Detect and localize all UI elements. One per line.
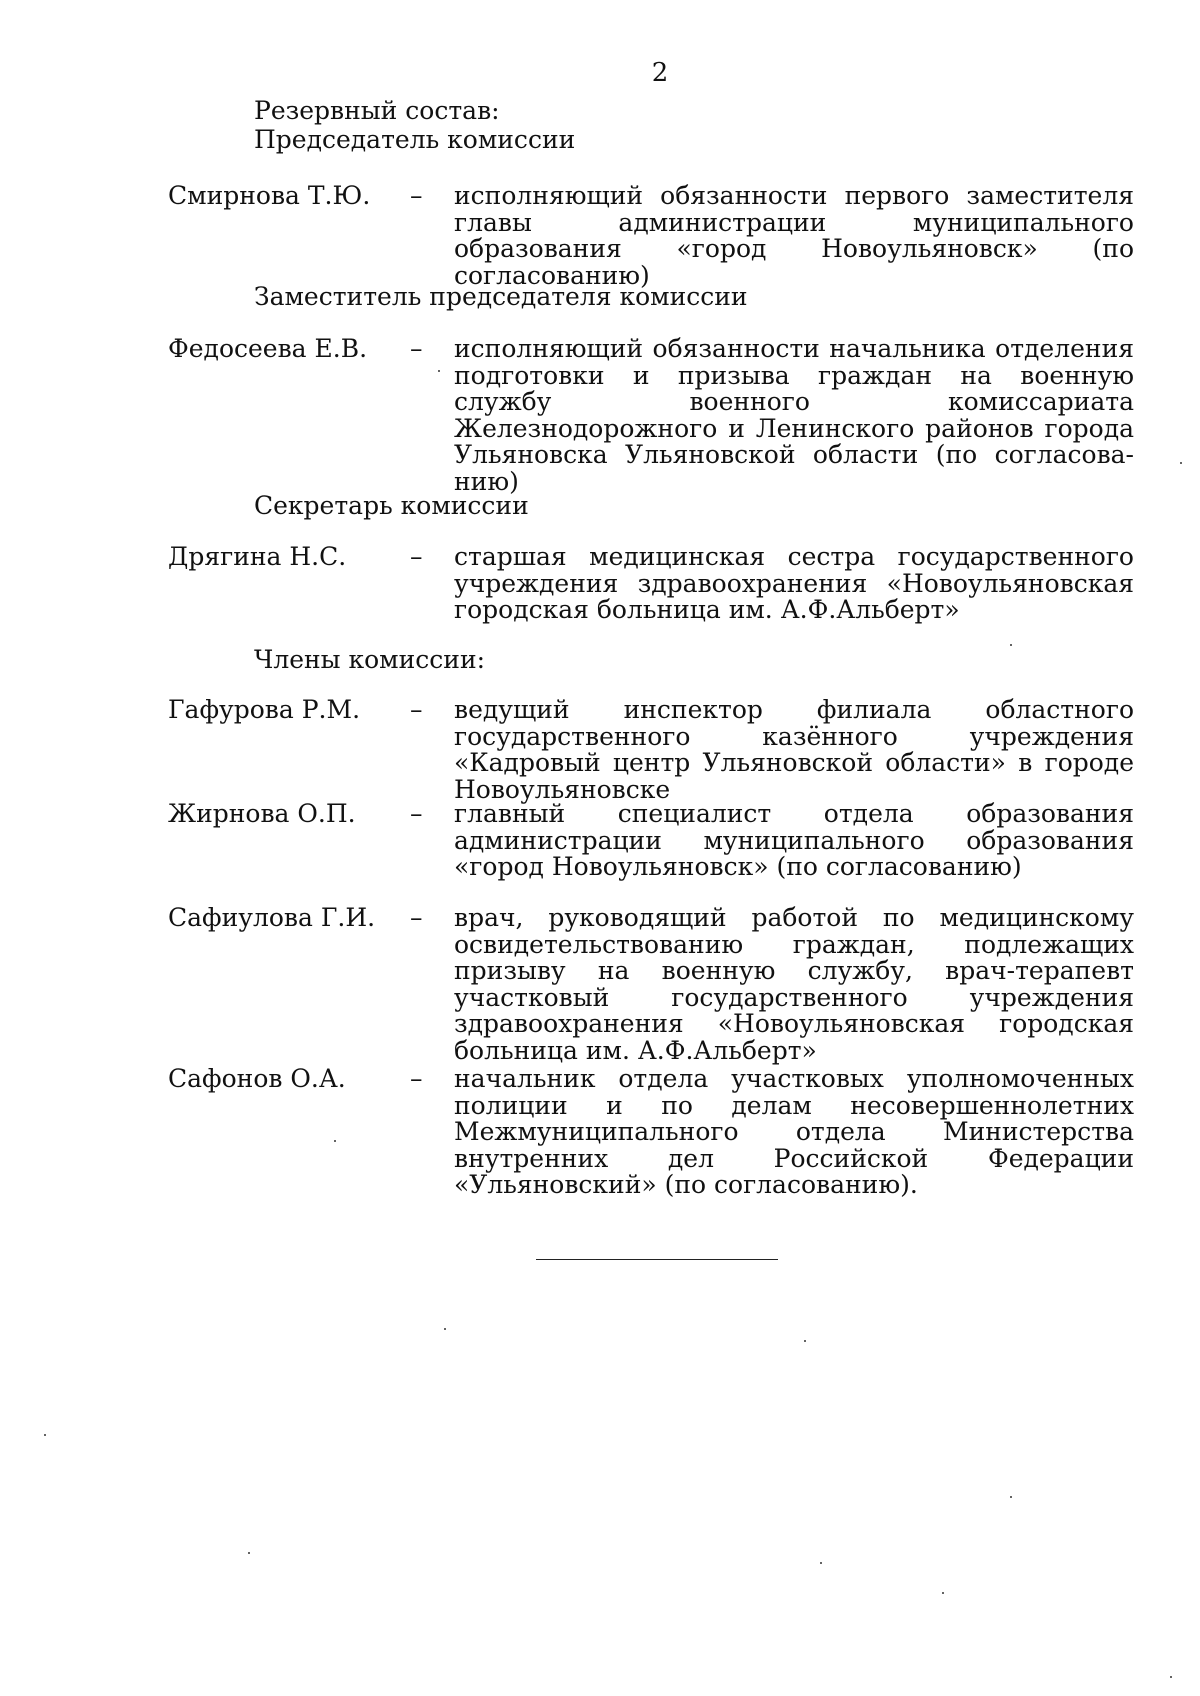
scan-speck — [804, 1340, 806, 1342]
scan-speck — [1010, 644, 1012, 646]
dash-separator: – — [410, 695, 423, 724]
member-name: Сафиулова Г.И. — [168, 903, 376, 932]
member-description: главный специалист отдела образования администрации муниципального образования «город Новоульяновск» (по согласованию) — [454, 799, 1134, 881]
member-name: Смирнова Т.Ю. — [168, 181, 371, 210]
member-description: ведущий инспектор филиала областного государственного казённого учреждения «Кадровый центр Ульяновской области» в городе Новоульяновске — [454, 695, 1134, 804]
scan-speck — [44, 1434, 46, 1436]
member-name: Гафурова Р.М. — [168, 695, 361, 724]
scan-speck — [248, 1552, 250, 1554]
chair-heading: Председатель комиссии — [254, 125, 576, 154]
secretary-heading: Секретарь комиссии — [254, 491, 529, 520]
scan-speck — [1180, 462, 1182, 464]
scan-speck — [334, 1140, 336, 1142]
deputy-heading: Заместитель председателя комиссии — [254, 282, 748, 311]
member-entry — [168, 697, 1134, 803]
dash-separator: – — [410, 181, 423, 210]
secretary-entry — [168, 544, 1134, 624]
member-description: исполняющий обязанности первого заместителя главы администрации муниципального образования «город Новоульяновск» (по согласованию) — [454, 181, 1134, 290]
member-name: Сафонов О.А. — [168, 1064, 346, 1093]
member-description: врач, руководящий работой по медицинскому освидетельствованию граждан, подлежащих призыву на военную службу, врач-терапевт участковый государственного учреждения здравоохранения «Новоульяновская городская больница им. А.Ф.Альберт» — [454, 903, 1134, 1065]
member-entry — [168, 801, 1134, 881]
member-name: Федосеева Е.В. — [168, 334, 368, 363]
scan-speck — [1010, 1496, 1012, 1498]
dash-separator: – — [410, 1064, 423, 1093]
member-entry — [168, 905, 1134, 1064]
member-name: Жирнова О.П. — [168, 799, 356, 828]
dash-separator: – — [410, 334, 423, 363]
dash-separator: – — [410, 799, 423, 828]
scan-speck — [942, 1592, 944, 1594]
member-name: Дрягина Н.С. — [168, 542, 347, 571]
deputy-entry — [168, 336, 1134, 495]
member-description: старшая медицинская сестра государственного учреждения здравоохранения «Новоульяновская городская больница им. А.Ф.Альберт» — [454, 542, 1134, 624]
scan-speck — [1170, 1676, 1172, 1678]
reserve-title: Резервный состав: — [254, 96, 500, 125]
scan-speck — [820, 1562, 822, 1564]
scan-speck — [444, 1328, 446, 1330]
members-heading: Члены комиссии: — [254, 645, 486, 674]
dash-separator: – — [410, 903, 423, 932]
dash-separator: – — [410, 542, 423, 571]
end-rule — [536, 1259, 778, 1260]
member-entry — [168, 1066, 1134, 1199]
chair-entry — [168, 183, 1134, 289]
page-number: 2 — [651, 58, 669, 88]
member-description: начальник отдела участковых уполномоченных полиции и по делам несовершеннолетних Межмуниципального отдела Министерства внутренних дел Российской Федерации «Ульяновский» (по согласованию). — [454, 1064, 1134, 1199]
member-description: исполняющий обязанности начальника отделения подготовки и призыва граждан на военную службу военного комиссариата Железнодорожного и Ленинского районов города Ульяновска Ульяновской области (по согласованию) — [454, 334, 1134, 496]
scan-speck — [438, 370, 440, 372]
